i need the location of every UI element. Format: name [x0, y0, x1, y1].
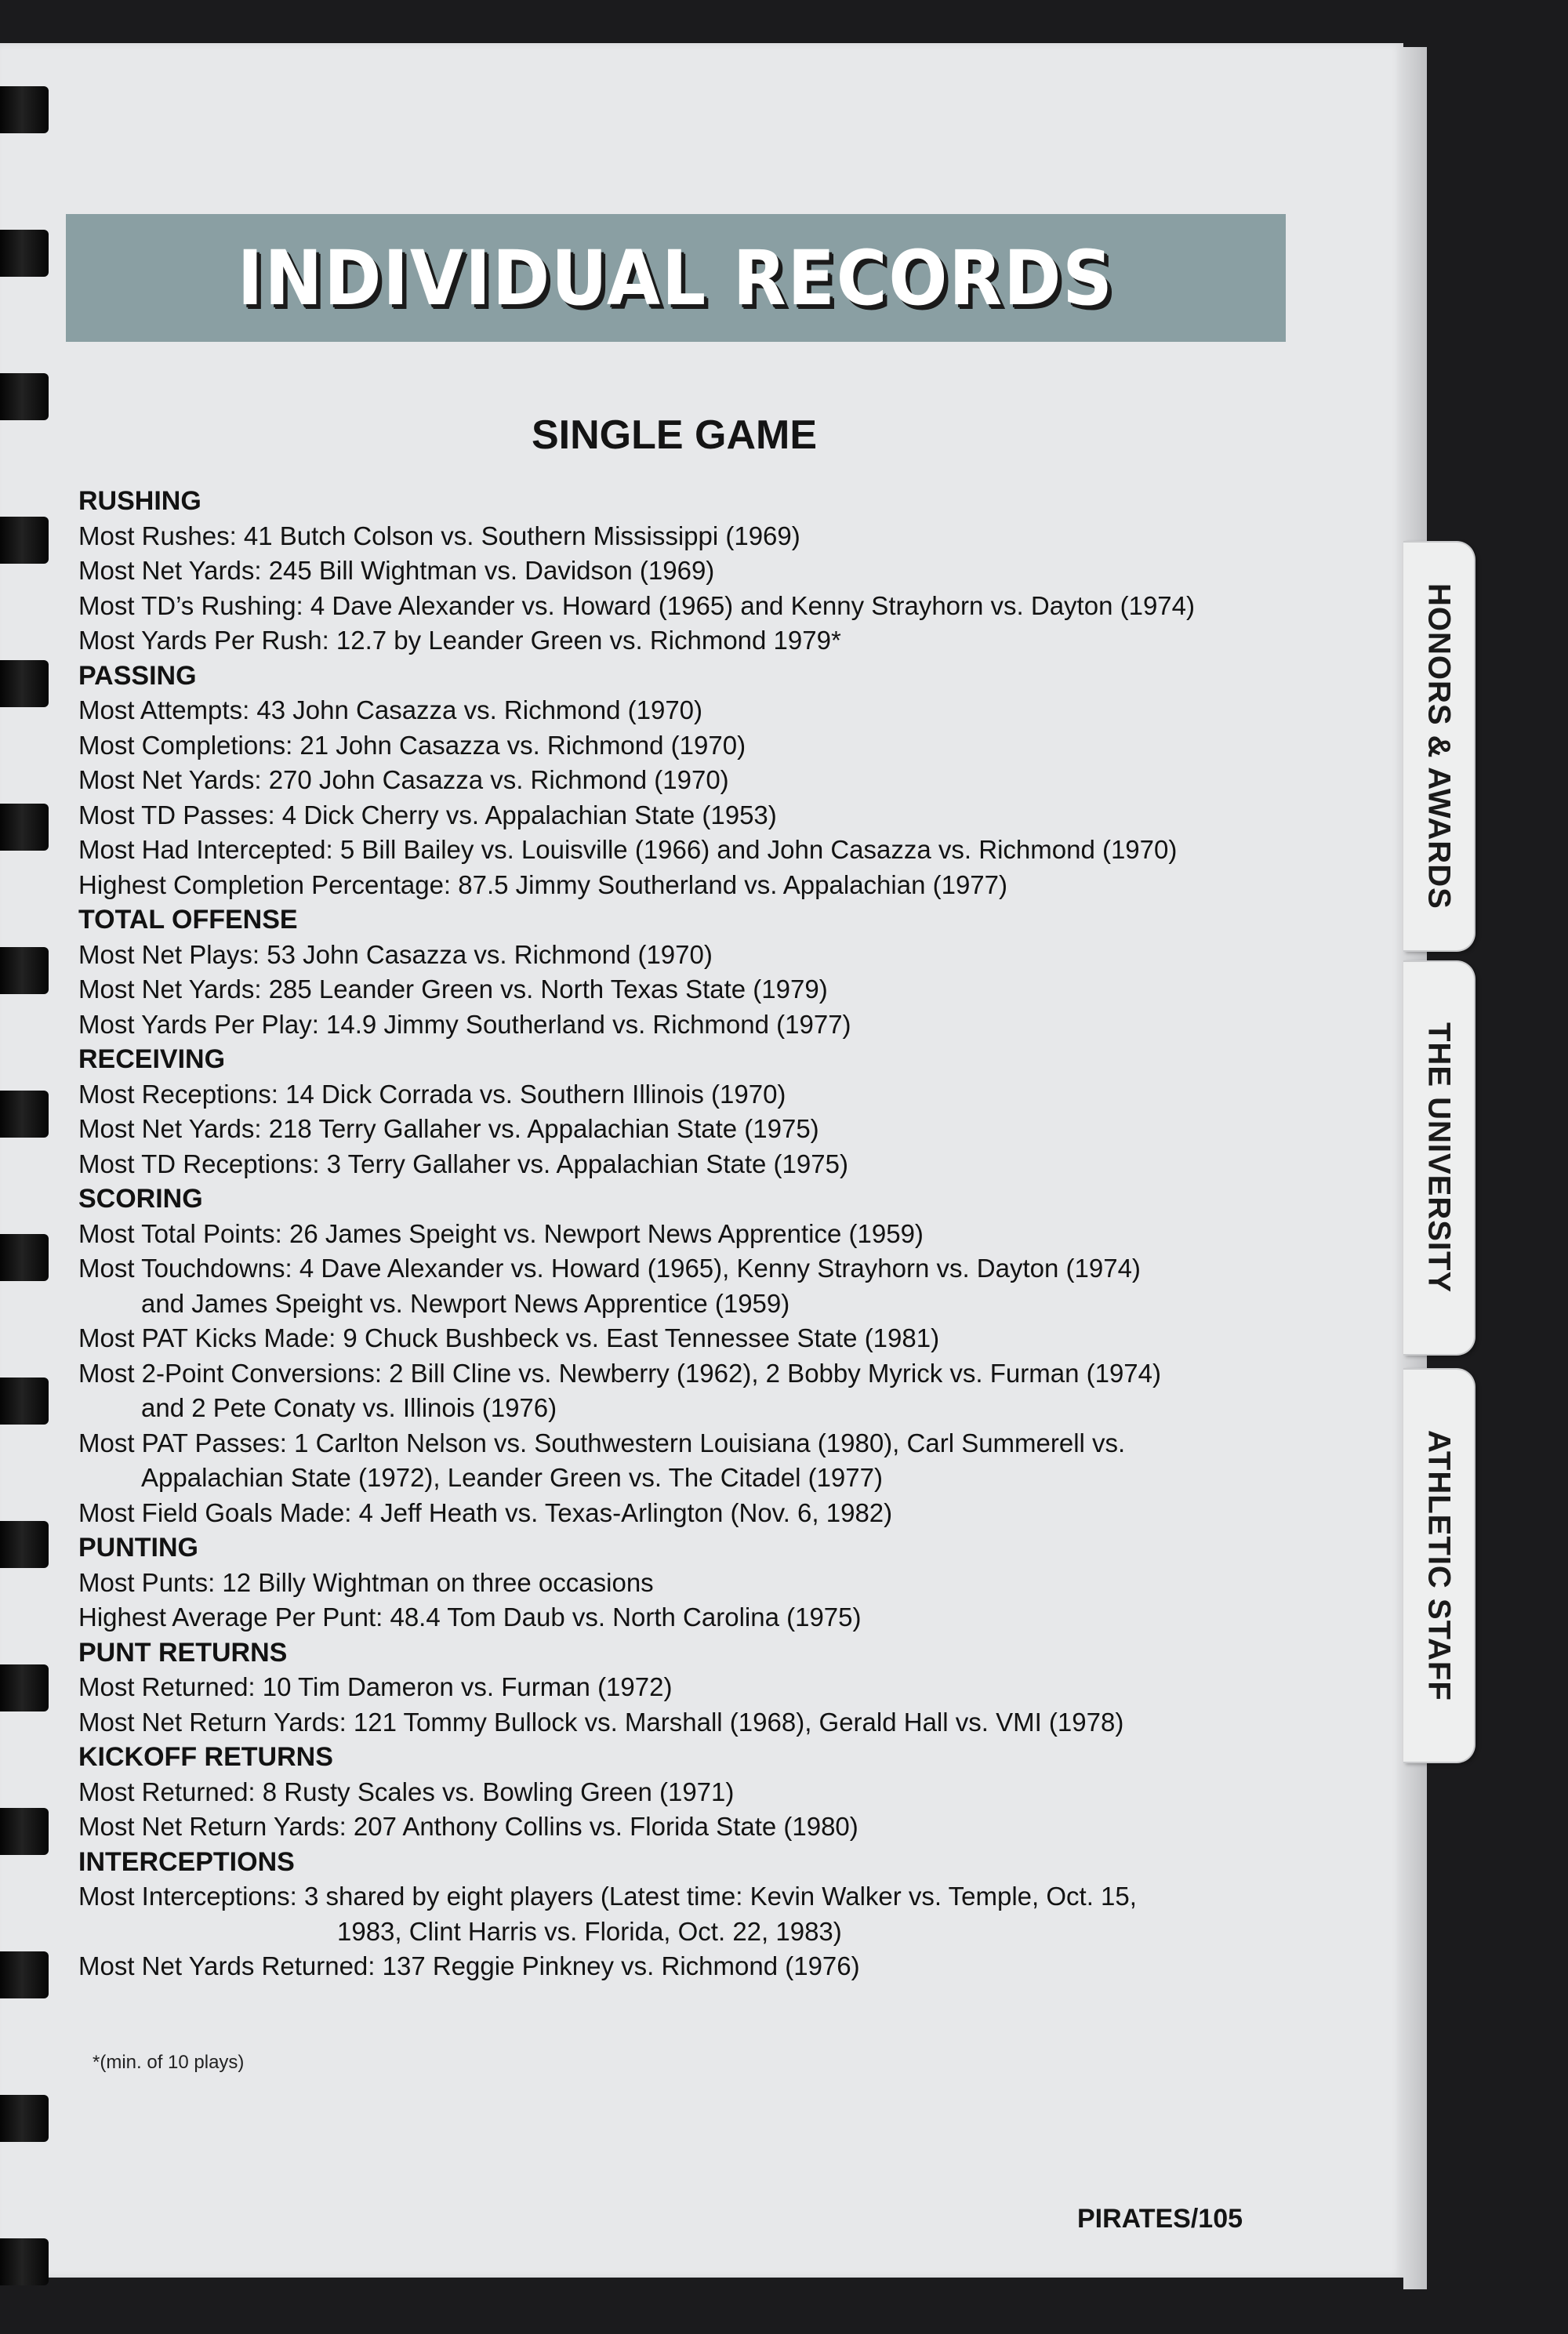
record-line: Most Touchdowns: 4 Dave Alexander vs. Howard (1965), Kenny Strayhorn vs. Dayton (1974) [78, 1254, 1141, 1283]
record-line: Most Net Return Yards: 207 Anthony Collins vs. Florida State (1980) [78, 1812, 858, 1841]
tab-athletic-staff-label: ATHLETIC STAFF [1421, 1430, 1457, 1701]
record-line: Most Net Yards: 245 Bill Wightman vs. Davidson (1969) [78, 556, 715, 585]
record-line: Most Had Intercepted: 5 Bill Bailey vs. Louisville (1966) and John Casazza vs. Richmond (1970) [78, 835, 1178, 864]
record-line: Most TD’s Rushing: 4 Dave Alexander vs. Howard (1965) and Kenny Strayhorn vs. Dayton (1974) [78, 590, 1195, 620]
record-line: Most Rushes: 41 Butch Colson vs. Southern Mississippi (1969) [78, 521, 800, 550]
binding-coil [0, 1951, 49, 1998]
record-line: Most TD Passes: 4 Dick Cherry vs. Appalachian State (1953) [78, 800, 777, 829]
tab-the-university-label: THE UNIVERSITY [1421, 1022, 1457, 1294]
footnote: *(min. of 10 plays) [93, 2052, 245, 2073]
record-line: Most Interceptions: 3 shared by eight players (Latest time: Kevin Walker vs. Temple, Oct. 15, [78, 1882, 1137, 1911]
record-line: Most Net Yards: 270 John Casazza vs. Richmond (1970) [78, 765, 729, 794]
page-title: INDIVIDUAL RECORDS [237, 234, 1115, 322]
binding-coil [0, 1664, 49, 1711]
section-heading: SCORING [78, 1184, 203, 1214]
record-line: Most Punts: 12 Billy Wightman on three occasions [78, 1567, 654, 1597]
record-line: Highest Completion Percentage: 87.5 Jimmy Southerland vs. Appalachian (1977) [78, 869, 1008, 899]
binding-coil [0, 804, 49, 851]
records-list [78, 484, 1301, 1984]
record-line: Most Receptions: 14 Dick Corrada vs. Southern Illinois (1970) [78, 1079, 786, 1109]
binding-coil [0, 1091, 49, 1138]
record-line: Most 2-Point Conversions: 2 Bill Cline vs. Newberry (1962), 2 Bobby Myrick vs. Furman (1974) [78, 1358, 1161, 1388]
record-line: and James Speight vs. Newport News Apprentice (1959) [141, 1288, 790, 1318]
title-banner [66, 214, 1286, 342]
page-folio: PIRATES/105 [1077, 2204, 1243, 2234]
tab-honors-awards[interactable] [1403, 541, 1475, 952]
record-line: Most PAT Kicks Made: 9 Chuck Bushbeck vs. East Tennessee State (1981) [78, 1323, 940, 1352]
record-line: Appalachian State (1972), Leander Green vs. The Citadel (1977) [141, 1463, 883, 1492]
record-line: 1983, Clint Harris vs. Florida, Oct. 22, 1983) [337, 1916, 842, 1946]
binding-coil [0, 230, 49, 277]
binding-coil [0, 1521, 49, 1568]
section-heading: TOTAL OFFENSE [78, 905, 298, 935]
section-heading: INTERCEPTIONS [78, 1846, 295, 1877]
binding-coil [0, 86, 49, 133]
record-line: Most PAT Passes: 1 Carlton Nelson vs. Southwestern Louisiana (1980), Carl Summerell vs. [78, 1428, 1126, 1457]
binding-coil [0, 947, 49, 994]
binding-coil [0, 373, 49, 420]
binding-coil [0, 660, 49, 707]
section-subtitle: SINGLE GAME [531, 412, 818, 458]
tab-the-university[interactable] [1403, 960, 1475, 1356]
record-line: Most Net Plays: 53 John Casazza vs. Richmond (1970) [78, 939, 713, 969]
section-heading: KICKOFF RETURNS [78, 1742, 333, 1772]
record-line: Most Yards Per Play: 14.9 Jimmy Southerland vs. Richmond (1977) [78, 1009, 851, 1039]
binding-coil [0, 1378, 49, 1425]
record-line: Most Yards Per Rush: 12.7 by Leander Green vs. Richmond 1979* [78, 626, 841, 655]
binding-coil [0, 1234, 49, 1281]
record-line: Most Net Yards: 218 Terry Gallaher vs. Appalachian State (1975) [78, 1114, 819, 1143]
record-line: Most Field Goals Made: 4 Jeff Heath vs. Texas-Arlington (Nov. 6, 1982) [78, 1497, 893, 1527]
binding-coil [0, 2238, 49, 2285]
record-line: Most Returned: 10 Tim Dameron vs. Furman (1972) [78, 1672, 673, 1701]
section-heading: PUNTING [78, 1533, 198, 1563]
record-line: Most Returned: 8 Rusty Scales vs. Bowling Green (1971) [78, 1777, 735, 1806]
record-line: and 2 Pete Conaty vs. Illinois (1976) [141, 1393, 557, 1422]
binding-coil [0, 1808, 49, 1855]
tab-honors-awards-label: HONORS & AWARDS [1421, 583, 1457, 909]
section-heading: RECEIVING [78, 1044, 226, 1074]
book-page [0, 43, 1403, 2278]
section-heading: PUNT RETURNS [78, 1637, 288, 1668]
record-line: Most Attempts: 43 John Casazza vs. Richmond (1970) [78, 695, 703, 724]
binding-coil [0, 517, 49, 564]
record-line: Most Net Yards: 285 Leander Green vs. North Texas State (1979) [78, 975, 828, 1004]
binding-coil [0, 2095, 49, 2142]
section-heading: PASSING [78, 660, 197, 691]
section-heading: RUSHING [78, 486, 201, 516]
record-line: Most TD Receptions: 3 Terry Gallaher vs. Appalachian State (1975) [78, 1149, 848, 1178]
record-line: Most Net Yards Returned: 137 Reggie Pinkney vs. Richmond (1976) [78, 1951, 860, 1980]
tab-athletic-staff[interactable] [1403, 1368, 1475, 1763]
record-line: Highest Average Per Punt: 48.4 Tom Daub vs. North Carolina (1975) [78, 1603, 862, 1632]
record-line: Most Completions: 21 John Casazza vs. Richmond (1970) [78, 730, 746, 760]
record-line: Most Total Points: 26 James Speight vs. Newport News Apprentice (1959) [78, 1218, 924, 1248]
record-line: Most Net Return Yards: 121 Tommy Bullock vs. Marshall (1968), Gerald Hall vs. VMI (1978) [78, 1707, 1124, 1737]
